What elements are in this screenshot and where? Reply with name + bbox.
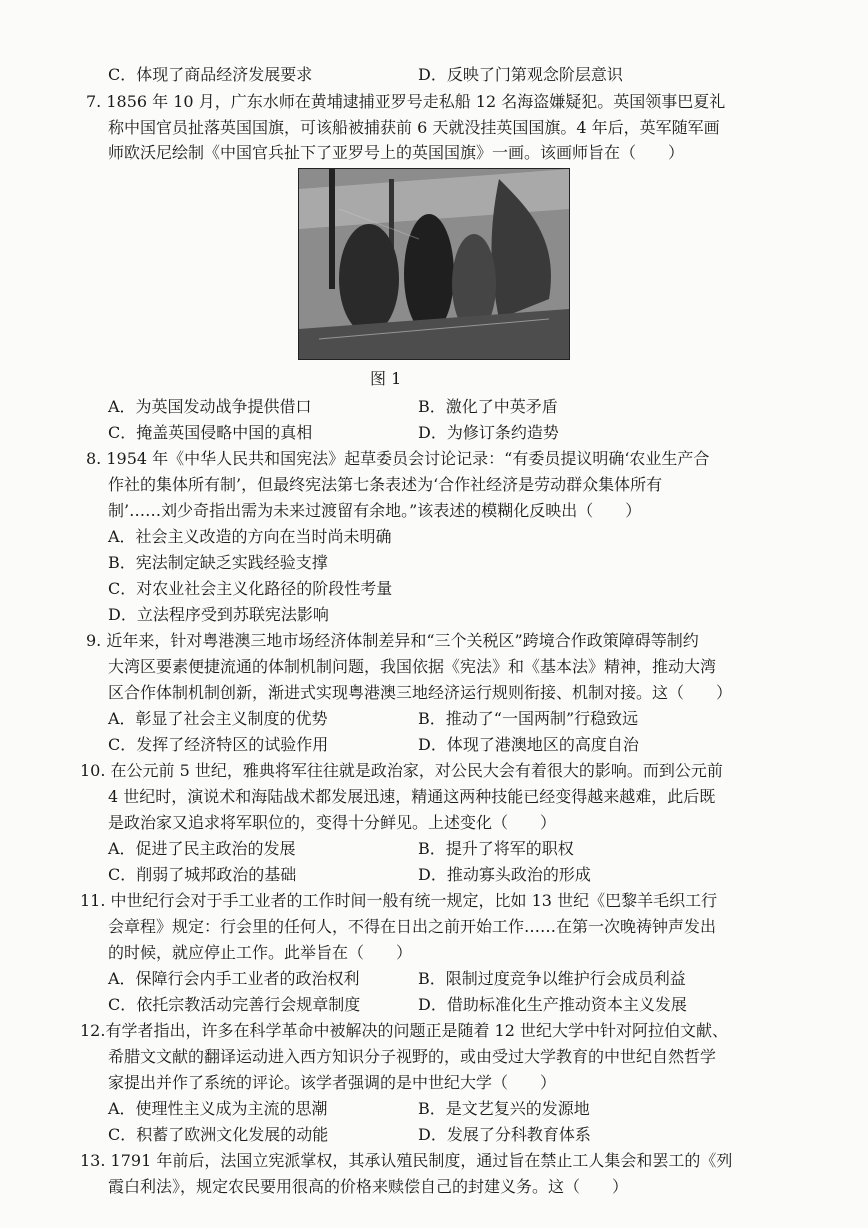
q10-option-a: A．促进了民主政治的发展: [108, 839, 296, 858]
q11-stem-line-1: 11. 中世纪行会对于手工业者的工作时间一般有统一规定，比如 13 世纪《巴黎羊毛织工行: [80, 891, 718, 910]
q6-option-d: D．反映了门第观念阶层意识: [418, 65, 623, 84]
q12-option-d: D．发展了分科教育体系: [418, 1125, 591, 1144]
q11-option-c: C．依托宗教活动完善行会规章制度: [108, 995, 361, 1014]
q13-stem-line-2: 霞白利法》，规定农民要用很高的价格来赎偿自己的封建义务。这（ ）: [108, 1177, 629, 1196]
q11-option-d: D．借助标准化生产推动资本主义发展: [418, 995, 687, 1014]
q8-stem-line-1: 8. 1954 年《中华人民共和国宪法》起草委员会讨论记录：“有委员提议明确‘农业生产合: [86, 449, 710, 468]
q7-option-c: C．掩盖英国侵略中国的真相: [108, 423, 313, 442]
q9-stem-line-3: 区合作体制机制创新，渐进式实现粤港澳三地经济运行规则衔接、机制对接。这（ ）: [108, 683, 733, 702]
q11-option-b: B．限制过度竞争以维护行会成员利益: [418, 969, 686, 988]
q7-option-b: B．激化了中英矛盾: [418, 397, 558, 416]
q7-stem-line-2: 称中国官员扯落英国国旗，可该船被捕获前 6 天就没挂英国国旗。4 年后，英军随军画: [108, 118, 720, 137]
figure-caption: 图 1: [370, 369, 402, 388]
q9-option-d: D．体现了港澳地区的高度自治: [418, 735, 639, 754]
q11-option-a: A．保障行会内手工业者的政治权利: [108, 969, 360, 988]
q12-stem-line-3: 家提出并作了系统的评论。该学者强调的是中世纪大学（ ）: [108, 1073, 557, 1092]
q10-option-b: B．提升了将军的职权: [418, 839, 574, 858]
q9-option-c: C．发挥了经济特区的试验作用: [108, 735, 329, 754]
q11-stem-line-2: 会章程》规定：行会里的任何人，不得在日出之前开始工作……在第一次晚祷钟声发出: [108, 917, 717, 936]
q8-stem-line-3: 制’……刘少奇指出需为未来过渡留有余地。”该表述的模糊化反映出（ ）: [108, 501, 642, 520]
q7-stem-line-1: 7. 1856 年 10 月，广东水师在黄埔逮捕亚罗号走私船 12 名海盗嫌疑犯。英国领事巴夏礼: [86, 92, 726, 111]
q9-stem-line-1: 9. 近年来，针对粤港澳三地市场经济体制差异和“三个关税区”跨境合作政策障碍等制约: [86, 631, 699, 650]
q8-option-d: D．立法程序受到苏联宪法影响: [108, 605, 329, 624]
q8-option-a: A．社会主义改造的方向在当时尚未明确: [108, 527, 392, 546]
q10-stem-line-3: 是政治家又追求将军职位的，变得十分鲜见。上述变化（ ）: [108, 813, 557, 832]
q9-option-b: B．推动了“一国两制”行稳致远: [418, 709, 639, 728]
painting-image: [298, 168, 570, 360]
q11-stem-line-3: 的时候，就应停止工作。此举旨在（ ）: [108, 943, 413, 962]
q7-option-a: A．为英国发动战争提供借口: [108, 397, 312, 416]
q10-stem-line-1: 10. 在公元前 5 世纪，雅典将军往往就是政治家，对公民大会有着很大的影响。而到公元前: [80, 761, 723, 780]
q7-stem-line-3: 师欧沃尼绘制《中国官兵扯下了亚罗号上的英国国旗》一画。该画师旨在（ ）: [108, 143, 685, 162]
q12-option-b: B．是文艺复兴的发源地: [418, 1099, 590, 1118]
q8-option-b: B．宪法制定缺乏实践经验支撑: [108, 553, 328, 572]
q12-stem-line-2: 希腊文文献的翻译运动进入西方知识分子视野的，或由受过大学教育的中世纪自然哲学: [108, 1047, 717, 1066]
q12-stem-line-1: 12.有学者指出，许多在科学革命中被解决的问题正是随着 12 世纪大学中针对阿拉伯文献、: [80, 1021, 728, 1040]
q10-stem-line-2: 4 世纪时，演说术和海陆战术都发展迅速，精通这两种技能已经变得越来越难，此后既: [108, 787, 716, 806]
q9-option-a: A．彰显了社会主义制度的优势: [108, 709, 328, 728]
q12-option-a: A．使理性主义成为主流的思潮: [108, 1099, 328, 1118]
q9-stem-line-2: 大湾区要素便捷流通的体制机制问题，我国依据《宪法》和《基本法》精神，推动大湾: [108, 657, 717, 676]
q10-option-c: C．削弱了城邦政治的基础: [108, 865, 297, 884]
q7-option-d: D．为修订条约造势: [418, 423, 559, 442]
q13-stem-line-1: 13. 1791 年前后，法国立宪派掌权，其承认殖民制度，通过旨在禁止工人集会和罢工的《列: [80, 1151, 733, 1170]
q8-stem-line-2: 作社的集体所有制’，但最终宪法第七条表述为‘合作社经济是劳动群众集体所有: [108, 475, 663, 494]
q8-option-c: C．对农业社会主义化路径的阶段性考量: [108, 579, 393, 598]
q12-option-c: C．积蓄了欧洲文化发展的动能: [108, 1125, 329, 1144]
q6-option-c: C．体现了商品经济发展要求: [108, 65, 313, 84]
q10-option-d: D．推动寡头政治的形成: [418, 865, 591, 884]
